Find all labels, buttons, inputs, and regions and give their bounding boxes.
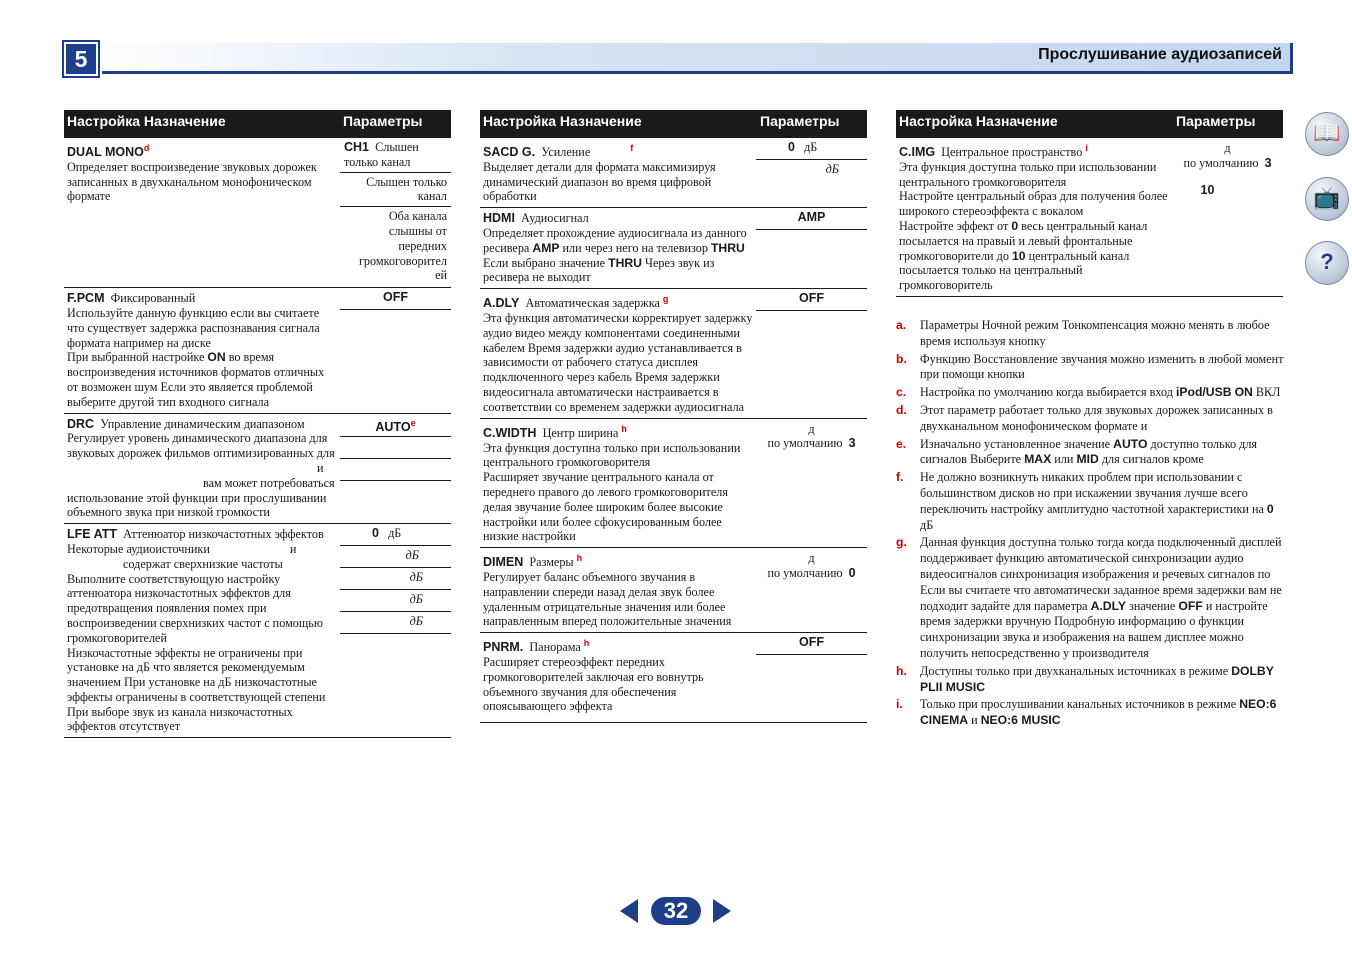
table-header [480, 110, 867, 138]
footnote-ref: h [621, 423, 627, 434]
setting-desc: ON [207, 350, 226, 365]
table-row [480, 633, 867, 723]
header-params: Параметры [1176, 113, 1256, 129]
footnotes [896, 318, 1286, 731]
param-text: дБ [825, 162, 839, 176]
param-value: 0 [848, 565, 856, 580]
setting-name: Фиксированный [110, 291, 196, 306]
setting-desc: Регулирует баланс объемного звучания в направлении спереди назад делая звук более удаленным отрицательные значения или более направленным вперед положительные значения [483, 569, 732, 629]
footnote: e. Изначально установленное значение AUTO доступно только для сигналов Выберите MAX или MID для сигналов кроме [896, 436, 1258, 467]
setting-desc: во время воспроизведения источников форматов отличных от возможен шум Если это является проблемой выберите другой тип входного сигнала [67, 350, 325, 409]
setting-code: A.DLY [483, 296, 520, 311]
setting-name: Аудиосигнал [521, 211, 589, 226]
param-value: CH1 [344, 140, 370, 154]
setting-desc: При выбранной настройке [67, 350, 208, 365]
param-text: по умолчанию [767, 565, 843, 580]
footnote: f. Не должно возникнуть никаких проблем при использовании с большинством дисков но при искажении звучания лучше всего переключить настройку амплитудно частотной характеристики на 0 дБ [896, 470, 1274, 532]
setting-desc: Если выбрано значение [483, 255, 609, 270]
setting-desc: Эта функция автоматически корректирует задержку аудио видео между компонентами соединенными кабелем Время задержки аудио устанавливается в зависимости от рабочего статуса дисплея подключенного через кабель Время задержки видеосигнала автоматически настраивается в соответствии со временем задержки аудиосигнала [483, 311, 753, 414]
footnote-ref: h [576, 553, 583, 564]
param-value: 0 [372, 526, 379, 541]
table-row [64, 288, 451, 413]
setting-desc: Настройте эффект от [899, 219, 1012, 234]
header-params: Параметры [343, 113, 423, 129]
param-value: 3 [848, 436, 856, 451]
footnote-ref: d [143, 143, 150, 153]
settings-table-3 [896, 110, 1283, 297]
settings-table-2 [480, 110, 867, 723]
setting-desc: содержат сверхнизкие частоты [123, 556, 283, 571]
setting-code: HDMI [483, 211, 515, 226]
param-value: 0 [788, 140, 795, 154]
setting-desc: THRU [710, 240, 745, 255]
table-row [64, 138, 451, 288]
table-row [480, 289, 867, 418]
setting-desc: или через него на телевизор [559, 240, 711, 255]
table-row [480, 138, 867, 208]
settings-table-1 [64, 110, 451, 738]
prev-page-icon[interactable] [620, 899, 638, 923]
header-params: Параметры [760, 113, 840, 129]
param-text: дБ [405, 548, 419, 563]
setting-desc: Некоторые аудиоисточники [67, 541, 210, 556]
param-text: дБ [409, 592, 423, 607]
param-value: AUTO [375, 419, 411, 434]
footnote: b. Функцию Восстановление звучания можно изменить в любой момент при помощи кнопки [896, 351, 1284, 382]
param-text: д [1224, 141, 1231, 155]
param-text: Слышен только канал [344, 140, 419, 169]
setting-desc: Настройте центральный образ для получения более широкого стереоэффекта с вокалом [899, 189, 1168, 219]
setting-desc: AMP [532, 240, 560, 255]
footnote: h. Доступны только при двухканальных источниках в режиме DOLBY PLII MUSIC [896, 663, 1274, 694]
setting-code: PNRM. [483, 640, 524, 655]
chapter-badge: 5 [64, 42, 98, 76]
page-number: 32 [651, 897, 701, 925]
table-row [64, 524, 451, 738]
next-page-icon[interactable] [713, 899, 731, 923]
setting-desc: Эта функция доступна только при использовании центрального громкоговорителя [483, 440, 741, 470]
param-text: д [808, 551, 815, 566]
table-row [896, 138, 1283, 297]
param-value: OFF [799, 635, 824, 650]
setting-name: Аттенюатор низкочастотных эффектов [123, 527, 324, 542]
param-text: по умолчанию [767, 436, 843, 451]
setting-desc: и [317, 460, 324, 475]
setting-desc: Регулирует уровень динамического диапазона для звуковых дорожек фильмов оптимизированных для [67, 431, 335, 461]
book-icon[interactable]: 📖 [1305, 112, 1349, 156]
param-text: Оба канала слышны от передних громкоговорител ей [358, 209, 447, 283]
param-value: 3 [1264, 155, 1272, 170]
help-icon[interactable]: ? [1305, 241, 1349, 285]
remote-icon[interactable]: 📺 [1305, 177, 1349, 221]
table-row [64, 414, 451, 525]
setting-desc: Выделяет детали для формата максимизируя динамический диапазон во время цифровой обработки [483, 159, 716, 204]
setting-desc: 0 [1011, 219, 1019, 234]
footnote: g. Данная функция доступна только тогда когда подключенный дисплей поддерживает функцию автоматической синхронизации аудио видеосигналов синхронизация изображения и речевых сигналов по Если вы считаете что автоматически заданное время задержки вам не подходит задайте для параметра A.DLY значение OFF и настройте время задержки вручную Подробную информацию о функции синхронизации звука и изображения на вашем дисплее можно получить непосредственно у производителя [896, 535, 1282, 660]
setting-desc: Расширяет звучание центрального канала от переднего правого до левого громкоговорителя делая звучание более широким более высокие настройки или более сфокусированным более низкие настройки [483, 470, 728, 544]
header-setting: Настройка Назначение [67, 113, 226, 129]
setting-desc: Определяет воспроизведение звуковых дорожек записанных в двухканальном монофоническом формате [67, 159, 317, 204]
param-text: дБ [804, 140, 818, 154]
setting-desc: Используйте данную функцию если вы считаете что существует задержка распознавания сигнала формата например на диске [67, 305, 320, 350]
page-title: Прослушивание аудиозаписей [1038, 46, 1282, 63]
setting-desc: THRU [608, 255, 642, 270]
param-text: дБ [388, 526, 402, 541]
table-row [480, 208, 867, 289]
setting-name: Центральное пространство [941, 145, 1083, 160]
setting-code: C.IMG [899, 145, 936, 160]
table-header [896, 110, 1283, 138]
header-setting: Настройка Назначение [483, 113, 642, 129]
footnote: c. Настройка по умолчанию когда выбирается вход iPod/USB ON ВКЛ [896, 385, 1281, 400]
param-value: AMP [797, 210, 826, 225]
setting-desc: весь центральный канал посылается на правый и левый фронтальные громкоговорители до [899, 219, 1148, 263]
table-row [480, 419, 867, 548]
setting-desc: Через звук из ресивера не выходит [483, 255, 715, 285]
param-value: OFF [799, 291, 824, 306]
param-text: дБ [409, 614, 423, 629]
setting-name: Автоматическая задержка [525, 296, 660, 311]
footnote-ref: h [583, 638, 590, 649]
setting-name: Панорама [529, 640, 581, 655]
setting-name: Центр ширина [542, 425, 619, 440]
footnote: d. Этот параметр работает только для звуковых дорожек записанных в двухканальном монофоническом формате и [896, 402, 1273, 433]
footnote-ref: g [662, 294, 669, 305]
setting-desc: и [289, 541, 297, 556]
setting-desc: Расширяет стереоэффект передних громкоговорителей заключая его вовнутрь объемного звучания для обеспечения опоясывающего эффекта [483, 655, 704, 714]
setting-desc: Эта функция доступна только при использовании центрального громкоговорителя [899, 159, 1157, 189]
param-value: 10 [1200, 182, 1215, 197]
setting-name: Размеры [529, 555, 574, 570]
param-text: дБ [409, 570, 423, 585]
setting-code: C.WIDTH [483, 425, 537, 440]
setting-desc: вам может потребоваться использование этой функции при прослушивании объемного звука при низкой громкости [67, 475, 335, 520]
setting-desc: Низкочастотные эффекты не ограничены при установке на дБ что является рекомендуемым значением При установке на дБ низкочастотные эффекты ограничены в соответствующей степени При выборе звук из канала низкочастотных эффектов отсутствует [67, 645, 326, 734]
setting-code: DUAL MONO [67, 145, 144, 160]
setting-desc: Определяет прохождение аудиосигнала из данного ресивера [483, 226, 747, 255]
header-setting: Настройка Назначение [899, 113, 1058, 129]
footnote: a. Параметры Ночной режим Тонкомпенсация можно менять в любое время используя кнопку [896, 318, 1270, 348]
setting-desc: центральный канал посылается только на центральный громкоговоритель [899, 248, 1130, 293]
setting-desc: Выполните соответствующую настройку аттенюатора низкочастотных эффектов для предотвращения появления помех при воспроизведении сверхнизких частот с помощью громкоговорителей [67, 571, 323, 645]
param-text: Слышен только канал [366, 174, 447, 204]
footnote: i. Только при прослушивании канальных источников в режиме NEO:6 CINEMA и NEO:6 MUSIC [896, 697, 1277, 728]
param-text: по умолчанию [1183, 155, 1259, 170]
footnote-ref: i [1085, 143, 1088, 153]
param-value: OFF [383, 290, 408, 305]
setting-desc: 10 [1011, 248, 1026, 263]
footnote-ref: f [630, 143, 634, 153]
table-header [64, 110, 451, 138]
setting-code: DIMEN [483, 555, 524, 570]
setting-code: DRC [67, 416, 95, 431]
param-text: д [808, 421, 815, 436]
setting-code: F.PCM [67, 291, 105, 306]
setting-name: Управление динамическим диапазоном [100, 416, 305, 431]
setting-code: LFE ATT [67, 527, 117, 542]
header-bar [102, 43, 1293, 74]
footnote-ref: e [410, 417, 416, 428]
setting-code: SACD G. [483, 145, 536, 160]
table-row [480, 548, 867, 633]
setting-name: Усиление [541, 145, 591, 160]
